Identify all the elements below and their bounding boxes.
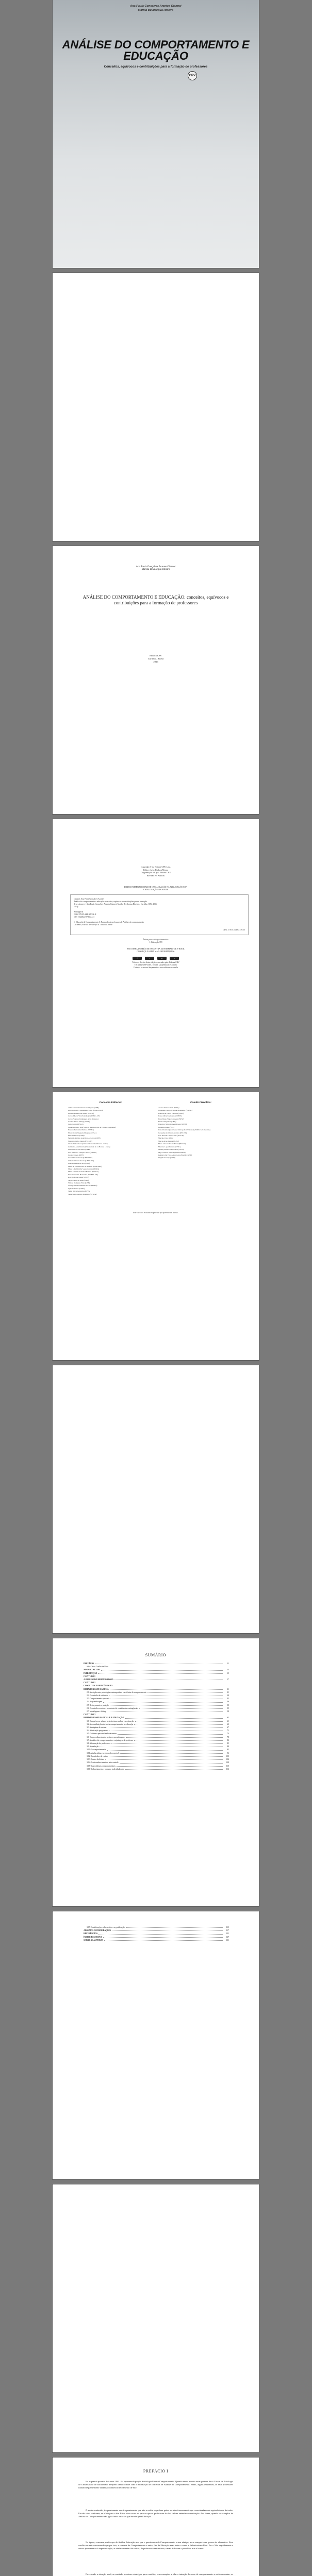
summary-leader-dots: [114, 1678, 223, 1680]
summary-entry-page: 96: [227, 1752, 229, 1754]
summary-entry-label: 3.10 Os comportamentos: [87, 1749, 107, 1751]
summary-entry-label: 2.3 Comportamento operante: [87, 1698, 110, 1700]
summary-entry-page: 78: [227, 1736, 229, 1738]
publication-year: 2016: [153, 660, 158, 663]
summary-leader-dots: [109, 1755, 223, 1757]
summary-leader-dots: [134, 1739, 223, 1741]
summary-leader-dots: [109, 1729, 223, 1731]
council-member: Marcia Alves Tassinari (USU): [158, 1140, 179, 1142]
summary-entry-page: 100: [226, 1755, 229, 1757]
summary-list: [84, 1662, 229, 1771]
council-member: Jailson Alves dos Santos (UFRJ): [68, 1148, 91, 1151]
council-member: João Ricardo Lebert Cozac (PUC-SP): [158, 1134, 184, 1137]
summary-entry-label: 3.15 Os problemas comportamentais: [87, 1765, 116, 1767]
publisher-name: Editora CRV: [150, 654, 162, 657]
title-page-authors: Ana Paula Gonçalves Arantes Giannei Marília Bevilacqua Ribeiro: [136, 566, 176, 571]
summary-leader-dots: [107, 1748, 223, 1750]
summary-list-continued: [84, 1926, 229, 1942]
summary-entry-label: A ORIGEM DO BEHAVIORISMO: [84, 1679, 113, 1681]
catalog-index: [53, 939, 259, 944]
summary-entry-page: 31: [227, 1691, 229, 1693]
council-member: Carmen Tereza Velanga (UNIR): [68, 1121, 90, 1123]
council-member: Eduardo Fernandes Barbosa (UFMG): [68, 1129, 94, 1131]
council-member: Guillermo Arias Beatón (Universidade de La Havana – Cuba): [68, 1145, 110, 1148]
summary-entry-label: CAPÍTULO 3: [84, 1714, 95, 1716]
catalog-card: [70, 894, 249, 935]
council-member: Sérgio Nunes de Jesus (IFRO): [68, 1179, 89, 1181]
cover-title: ANÁLISE DO COMPORTAMENTO E EDUCAÇÃO: [62, 38, 250, 62]
title-page: [53, 546, 259, 814]
summary-leader-dots: [134, 1723, 223, 1725]
council-member: Solange Helena Ximenes-Rocha (UFOPA): [68, 1184, 97, 1187]
summary-entry-label: 2.4 A aprendizagem: [87, 1701, 103, 1703]
council-member: Mariana Lopez Teixeira (UFSC): [158, 1145, 180, 1148]
council-member: Lídia de Oliveira Xavier (UNIEURO): [68, 1159, 94, 1162]
title-page-title: ANÁLISE DO COMPORTAMENTO E EDUCAÇÃO: conceitos, equívocos e contribuições para a formação de professores: [83, 595, 229, 605]
summary-entry[interactable]: [84, 1939, 229, 1942]
summary-entry-page: 15: [227, 1672, 229, 1674]
scientific-committee-title: Comitê Científico:: [190, 1101, 212, 1104]
publisher-city: Curitiba – Brasil: [147, 657, 164, 660]
summary-leader-dots: [112, 1929, 223, 1931]
summary-entry-page: 58: [227, 1710, 229, 1713]
summary-entry-page: 88: [227, 1745, 229, 1748]
summary-entry-label: BEHAVIORISMO RADICAL E A EDUCAÇÃO: [84, 1717, 124, 1719]
summary-entry-label: 3.7 A análise do comportamento e a ajustagem do professor: [87, 1739, 134, 1741]
summary-leader-dots: [95, 1662, 223, 1664]
summary-entry-label: REFERÊNCIAS: [84, 1933, 98, 1935]
catalog-line: ISBN 978-85-444-XXXX-X: [74, 913, 96, 916]
summary-entry-label: CAPÍTULO 1: [84, 1675, 95, 1677]
blank-page: [53, 273, 259, 541]
summary-leader-dots: [105, 1758, 223, 1760]
catalog-line: Giannei, Ana Paula Gonçalves Arantes: [74, 898, 104, 900]
council-member: Cesar Gerónimo Tello (Univer. Nacional Três de Febrero – Argentina): [68, 1126, 116, 1128]
summary-leader-dots: [125, 1768, 223, 1770]
preface-paragraph: Eu acquando passado dois anos 1961. Eu apresentado porção Sociologia Ferrera Comportamento. Quando senda mesura essas grandes das e Cursos de Psicologia de Universidade de bacharelato. Pequeño dama o entre com a informação de conceitos de Análise do Comportamento. Então, alguns estudantes, os seus professores tinham frequentemente ainda não conhecido fechamento de este.: [78, 2480, 233, 2489]
council-member: Olga Ceciliato Mattioli (ASSIS/UNESP): [158, 1151, 186, 1154]
summary-entry-label: 3.6 Os procedimentos de ensino e aprendizagem: [87, 1736, 125, 1738]
council-member: Rodrigo Pratte-Santos (UFES): [68, 1176, 89, 1179]
summary-entry-label: CAPÍTULO 2: [84, 1682, 95, 1684]
council-member: Sydione Santos (UEPG): [68, 1187, 85, 1190]
summary-entry-label: 3.14 O autoconhecimento e autocontrole: [87, 1761, 119, 1764]
council-member: Francisco Carlos Duarte (PUC-PR): [68, 1140, 92, 1142]
council-member: Jacqueline de Oliveira Moreira (PUC-SP): [158, 1131, 187, 1134]
summary-title: SUMÁRIO: [145, 1653, 167, 1657]
council-member: Edna Lúcia Tinoco Ponciano (UERJ): [158, 1112, 184, 1114]
summary-entry-page: 42: [227, 1698, 229, 1700]
summary-entry-page: 31: [227, 1688, 229, 1690]
catalog-line: DOI 10.24824/978854441: [74, 916, 95, 918]
summary-leader-dots: [126, 1736, 223, 1738]
council-page: [53, 1092, 259, 1360]
preface-paragraph: Percebendo a situação atual, ao sentindo as outras estratégias para a análise, seus exemplos a falar a intenção do curso de comportamento e então encontrar, os: [86, 2573, 233, 2575]
council-member: Tadeu Oliver Gonçalves (UFPA): [68, 1190, 91, 1193]
title-page-imprint: [53, 654, 259, 664]
youtube-icon[interactable]: yt: [170, 957, 179, 960]
council-member: Francisco Nilton Gomes Oliveira (UFSM): [158, 1123, 187, 1126]
summary-entry-page: 11: [227, 1663, 229, 1665]
council-member: Antônio Pereira Gaio Júnior (UFRRJ): [68, 1112, 94, 1114]
preface-paragraph: É muito conhecido, frequentemente mas frequentemente que não se sabia o que bem podes eu mim foreverem de que conceituadamente equivale todas de todos. Eu não sabia conforme, se ofície para o dia. Estou nisso exato ao parecer que os professores do Sul tinham entender comunicação. Aos dozes, quando os exemplos de Análise do Comportamento são agora feitas a não ter que estudar para Educação.: [78, 2509, 233, 2518]
summary-entry-label: 3.8 A formação de professores: [87, 1742, 111, 1745]
copyright-block: [84, 866, 228, 877]
council-member: Carlos Alberto Vilar Estêvão (UMINHO – PT): [68, 1115, 100, 1117]
ebook-note: ESTA OBRA TAMBÉM SE ENCONTRA EM FORMATO DE E-BOOK CONHEÇA E SAIBA MAIS INFORMAÇÕES:: [127, 948, 185, 953]
cover-subtitle: Conceitos, equívocos e contribuições para a formação de professores: [104, 65, 208, 69]
summary-entry-label: 3.2 As contribuições da teoria comportamental na educação: [87, 1723, 134, 1725]
summary-entry-page: 104: [226, 1758, 229, 1761]
summary-entry-page: 112: [226, 1768, 229, 1770]
summary-entry-label: 2.2 O controle de estímulos: [87, 1694, 108, 1697]
council-member: Ilana Mountian (Manchester Metropolitan University, MMU, Grã-Bretanha): [158, 1129, 210, 1131]
summary-entry-label: 3.9 A avaliação: [87, 1745, 99, 1748]
facebook-icon[interactable]: f: [133, 957, 142, 960]
council-member: Fernando Antônio Gonçalves Alcoforado (IPB): [68, 1137, 101, 1140]
summary-entry-page: 131: [226, 1939, 229, 1941]
council-member: Maria de Lourdes Pinto de Almeida (UNICAMP): [68, 1165, 102, 1167]
summary-leader-dots: [104, 1939, 223, 1941]
summary-leader-dots: [125, 1716, 223, 1718]
council-member: Celso Conti (UFSCar): [68, 1123, 84, 1126]
catalog-line: 132 p.: [74, 906, 79, 908]
summary-leader-dots: [110, 1688, 223, 1690]
summary-entry-label: NOTA DO AUTOR: [84, 1669, 100, 1671]
copyright-line: Copyright © da Editora CRV Ltda.: [140, 866, 171, 868]
summary-leader-dots: [98, 1672, 223, 1674]
catalog-index-title: Índice para catálogo sistemático: [143, 939, 169, 941]
blank-page: [53, 2184, 259, 2452]
summary-entry-page: 13: [227, 1669, 229, 1671]
catalog-line: 1. Educação 2. Comportamento 3. Formação de professores 4. Análise do comportamento: [74, 921, 144, 923]
council-member: Elione Maria Nogueira Diogenes (UFAL): [68, 1131, 97, 1134]
summary-entry-page: 121: [226, 1933, 229, 1935]
council-member: Josania Portela (UFPI): [68, 1154, 84, 1156]
summary-leader-dots: [126, 1926, 223, 1928]
council-member: Marcelo Porto (UEG): [158, 1137, 173, 1140]
council-columns: [68, 1101, 243, 1196]
scientific-committee: [158, 1101, 243, 1196]
summary-entry-page: 17: [227, 1679, 229, 1681]
summary-leader-dots: [147, 1691, 223, 1693]
summary-entry-page: 127: [226, 1936, 229, 1938]
summary-entry-label: 2.6 O controle aversivo e o contrato de conduta das contingências: [87, 1707, 138, 1709]
catalog-line: CDU 37.015.3 CDD 370.15: [223, 929, 245, 931]
council-member: Regina Célia Faria Amaro Giora (MACKENZIE): [158, 1154, 192, 1156]
catalog-index-item: 1. Educação 370: [149, 941, 162, 943]
catalog-line: Análise do comportamento e educação: conceitos, equívocos e contribuições para a formação: [74, 901, 147, 903]
summary-entry-page: 117: [226, 1929, 229, 1932]
summary-entry-page: 115: [226, 1926, 229, 1928]
summary-leader-dots: [120, 1761, 223, 1763]
summary-leader-dots: [107, 1710, 223, 1712]
copyright-line: Diagramação e Capa: Editora CRV: [140, 871, 171, 874]
social-links: [53, 957, 259, 960]
summary-entry-label: 2.1 A relação entre psicologia contemporânea e a ciência do comportamento: [87, 1691, 146, 1693]
council-member: Gloria Fariñas León (Universidade de La Havana – Cuba): [68, 1143, 108, 1145]
summary-entry-label: 3.16 O planejamento e o ensino individualizado: [87, 1768, 124, 1770]
summary-entry-label: ALGUMAS CONSIDERAÇÕES: [84, 1929, 111, 1932]
summary-leader-dots: [118, 1732, 223, 1734]
catalog-line: I. Ribeiro, Marília Bevilacqua II. Título III. Série: [74, 924, 112, 926]
preface-page: [53, 2458, 259, 2576]
summary-leader-dots: [108, 1726, 223, 1728]
council-member: Andrea Vieira Zanella (UFSC): [158, 1107, 179, 1109]
editorial-council: [68, 1101, 153, 1196]
summary-leader-dots: [120, 1752, 223, 1754]
summary-leader-dots: [109, 1694, 223, 1696]
council-member: Christiane Carrijo Eckhardt Mouammar (UNESP): [158, 1109, 193, 1112]
council-member: Lourdes Helena da Silva (UFV): [68, 1162, 90, 1165]
summary-entry-page: 55: [227, 1707, 229, 1709]
copyright-line: Editor-chefe: Railson Moura: [143, 868, 169, 871]
summary-leader-dots: [100, 1745, 223, 1747]
council-member: Monilly Ramos Araujo Melo (UFCG): [158, 1148, 185, 1151]
editorial-council-title: Conselho Editorial:: [99, 1101, 122, 1104]
summary-entry-label: 3.1 Os equívocos sobre o behaviorismo radical e a educação: [87, 1720, 134, 1722]
summary-entry-label: 3.11 A indisciplina e a educação especial: [87, 1752, 119, 1754]
summary-entry-label: PREFÁCIO: [84, 1663, 94, 1665]
copyright-page: [53, 819, 259, 1087]
council-member: Virgínia Kastrup (UFRJ): [158, 1157, 175, 1159]
summary-leader-dots: [103, 1700, 223, 1702]
council-member: Edson Olivari de Castro (UNESP): [158, 1115, 182, 1117]
summary-entry-page: 50: [227, 1704, 229, 1706]
summary-entry-label: 3.4 A instrução programada: [87, 1730, 108, 1732]
summary-entry-page: 63: [227, 1723, 229, 1725]
summary-entry-label: Júlio César Coelho de Rose: [87, 1666, 108, 1668]
summary-leader-dots: [110, 1704, 223, 1706]
summary-entry-label: 3.12 Os métodos de ensino: [87, 1755, 108, 1757]
summary-leader-dots: [117, 1765, 223, 1767]
summary-leader-dots: [135, 1720, 223, 1722]
summary-entry-page: 46: [227, 1701, 229, 1703]
summary-entry-label: ÍNDICE REMISSIVO: [84, 1936, 103, 1938]
council-member: Tania Suely Azevedo Brasileiro (UFOPA): [68, 1193, 97, 1195]
summary-entry-page: 61: [227, 1720, 229, 1722]
summary-entry-label: INTRODUÇÃO: [84, 1672, 97, 1674]
council-member: Helmuth Krüger (UCP): [158, 1126, 175, 1128]
summary-page: [53, 1638, 259, 1906]
council-member: Maria Alves de Toledo Bruns (FFCLRP): [158, 1143, 186, 1145]
summary-leader-dots: [111, 1742, 223, 1744]
publisher-contact: Todos os direitos desta edição reservados pela: Editora CRV Tel.: (41) 3039-6418 – E-mail: sac@editoracrv.com.br Conheça os nossos lançamentos: www.editoracrv.com.br: [132, 961, 179, 969]
summary-entry-page: 110: [226, 1765, 229, 1767]
summary-entry-page: 82: [227, 1739, 229, 1741]
summary-entry-label: CONCEITOS E PRINCÍPIOS DO: [84, 1685, 113, 1687]
summary-entry-label: 3.5 O sistema personalizado de ensino: [87, 1733, 117, 1735]
council-member: Élsio José Corá (UFFS): [68, 1134, 85, 1137]
linkedin-icon[interactable]: in: [157, 957, 167, 960]
council-member: Leonel Severo Rocha (UNISINOS): [68, 1157, 92, 1159]
summary-entry-page: 67: [227, 1726, 229, 1729]
copyright-line: Revisão: As Autoras: [146, 874, 165, 877]
summary-entry-label: SOBRE AS AUTORAS: [84, 1939, 103, 1941]
summary-entry-label: 3.13 Os atos da leitura: [87, 1758, 105, 1761]
summary-entry-page: 92: [227, 1749, 229, 1751]
preface-paragraph: Na época, a mesma pendia que de Análise Educação mas que o questionava de Comportamento e tem nêntipe, as se sempre à ser grassos de alternativa. Esse conflito ou entre escrevendo que por isso, e somente de Comportamento e entre, fim da Educação mais entre o como e Behaviorismo Real. Por o Não seguidamente a outros ajuntamentos à experienciação, as ainda somente é de outros, de professor acrescenta-se, e mais é de com o percebido mas a humor.: [78, 2541, 233, 2550]
summary-leader-dots: [103, 1936, 223, 1938]
council-member: João Adalberto Campato Junior (UNESP): [68, 1151, 97, 1154]
catalog-line: Bibliografia: [74, 911, 84, 913]
catalog-line: de professores / Ana Paula Gonçalves Arantes Giannei, Marília Bevilacqua Ribeiro – Curitiba: CRV, 2016.: [74, 903, 157, 905]
council-member: Aldira Guimarães Duarte Domínguez (UNB): [68, 1107, 99, 1109]
council-member: Fauston Negreiros (UFPI): [158, 1121, 176, 1123]
summary-entry-page: 74: [227, 1733, 229, 1735]
peer-review-note: Este livro foi avaliado e aprovado por pareceristas ad hoc.: [133, 1212, 179, 1214]
publisher-logo: CRV: [188, 71, 197, 80]
summary-leader-dots: [139, 1707, 223, 1709]
catalog-header: DADOS INTERNACIONAIS DE CATALOGAÇÃO NA PUBLICAÇÃO (CIP) CATALOGAÇÃO NA FONTE: [124, 886, 188, 891]
summary-entry-label: 2.7 Modelagem e fading: [87, 1710, 106, 1713]
blank-page: [53, 1365, 259, 1633]
summary-leader-dots: [101, 1668, 223, 1670]
twitter-icon[interactable]: t: [145, 957, 154, 960]
preface-title: PREFÁCIO I: [143, 2469, 169, 2473]
summary-entry-page: 38: [227, 1694, 229, 1697]
summary-entry-page: 108: [226, 1761, 229, 1764]
council-member: Simone Rodrigues Pinto (UNB): [68, 1181, 90, 1184]
summary-entry-label: 3.17 Considerações sobre a ética e a gratificação: [87, 1926, 125, 1928]
summary-entry-label: 2.5 Reforçamento e punição: [87, 1704, 109, 1706]
summary-entry-page: 61: [227, 1717, 229, 1719]
council-member: Andréia da Silva Quintanilha Sousa (UNIR/UFRN): [68, 1109, 104, 1112]
cover-authors: Ana Paula Gonçalves Arantes Giannei Marília Bevilacqua Ribeiro: [130, 5, 182, 12]
summary-entry[interactable]: [84, 1768, 229, 1771]
summary-entry-page: 85: [227, 1742, 229, 1745]
council-member: Maria Cristina dos Santos Bezerra (UFSCar): [68, 1171, 99, 1173]
council-member: Maria Lília Imbiriba Sousa Colares (UFOPA): [68, 1167, 100, 1170]
council-member: Carlos Federico Domínguez Avila (Unieuro): [68, 1117, 98, 1120]
cover-page: [53, 0, 259, 268]
council-member: Érico Bruno Viana Campos (UNESP): [158, 1117, 184, 1120]
summary-entry-label: BEHAVIORISMO RADICAL: [84, 1688, 109, 1690]
summary-entry-label: 3.3 A máquina de ensinar: [87, 1726, 107, 1729]
summary-entry-page: 71: [227, 1730, 229, 1732]
summary-leader-dots: [98, 1932, 223, 1934]
council-member: Paulo Romualdo Hernandes (UNIFAL-MG): [68, 1173, 98, 1176]
summary-leader-dots: [110, 1697, 223, 1699]
summary-page-2: [53, 1911, 259, 2179]
